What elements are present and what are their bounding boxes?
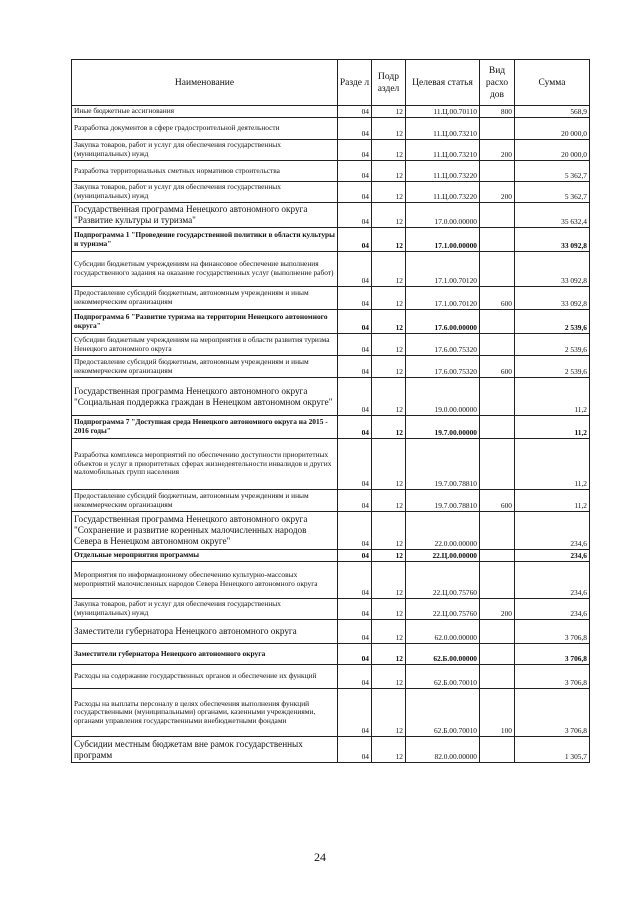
row-subsection: 12: [372, 620, 406, 644]
row-name: Закупка товаров, работ и услуг для обеспечения государственных (муниципальных) нужд: [72, 599, 338, 620]
row-sum: 1 305,7: [515, 737, 590, 763]
row-name: Расходы на выплаты персоналу в целях обеспечения выполнения функций государственными (муниципальными) органами, казенными учреждениями, органами управления государственными внебюджетными фондами: [72, 689, 338, 737]
row-target: 19.7.00.78810: [406, 439, 480, 490]
table-row: [72, 620, 590, 644]
table-row: [72, 737, 590, 763]
row-type: [480, 252, 515, 287]
row-target: 22.0.00.00000: [406, 512, 480, 550]
row-target: 17.1.00.70120: [406, 287, 480, 310]
table-row: [72, 665, 590, 689]
row-target: 22.Ц.00.75760: [406, 562, 480, 599]
table-row: [72, 182, 590, 203]
table-row: [72, 439, 590, 490]
row-name: Закупка товаров, работ и услуг для обеспечения государственных (муниципальных) нужд: [72, 140, 338, 161]
row-target: 82.0.00.00000: [406, 737, 480, 763]
row-type: [480, 665, 515, 689]
row-subsection: 12: [372, 512, 406, 550]
row-type: [480, 562, 515, 599]
row-sum: 3 706,8: [515, 689, 590, 737]
row-subsection: 12: [372, 161, 406, 182]
row-section: 04: [338, 620, 372, 644]
row-target: 17.0.00.00000: [406, 203, 480, 228]
row-sum: 33 092,8: [515, 287, 590, 310]
row-subsection: 12: [372, 182, 406, 203]
row-sum: 3 706,8: [515, 644, 590, 665]
header-type: Вид расхо дов: [480, 60, 515, 106]
row-sum: 234,6: [515, 599, 590, 620]
row-section: 04: [338, 228, 372, 252]
row-sum: 3 706,8: [515, 620, 590, 644]
table-row: [72, 334, 590, 356]
row-target: 19.0.00.00000: [406, 378, 480, 416]
row-name: Разработка документов в сфере градостроительной деятельности: [72, 118, 338, 140]
row-section: 04: [338, 689, 372, 737]
table-body: [72, 106, 590, 763]
row-section: 04: [338, 356, 372, 378]
row-subsection: 12: [372, 490, 406, 512]
row-type: [480, 310, 515, 334]
row-section: 04: [338, 287, 372, 310]
row-section: 04: [338, 161, 372, 182]
table-row: [72, 550, 590, 562]
row-section: 04: [338, 378, 372, 416]
table-row: [72, 689, 590, 737]
row-subsection: 12: [372, 140, 406, 161]
row-sum: 234,6: [515, 562, 590, 599]
row-sum: 20 000,0: [515, 140, 590, 161]
row-target: 11.Ц.00.70110: [406, 106, 480, 118]
row-name: Субсидии местным бюджетам вне рамок государственных программ: [72, 737, 338, 763]
row-sum: 11,2: [515, 439, 590, 490]
row-section: 04: [338, 644, 372, 665]
row-subsection: 12: [372, 737, 406, 763]
row-name: Предоставление субсидий бюджетным, автономным учреждениям и иным некоммерческим организациям: [72, 490, 338, 512]
row-subsection: 12: [372, 416, 406, 439]
row-target: 11.Ц.00.73210: [406, 118, 480, 140]
table-row: [72, 118, 590, 140]
row-name: Предоставление субсидий бюджетным, автономным учреждениям и иным некоммерческим организациям: [72, 287, 338, 310]
row-name: Подпрограмма 6 "Развитие туризма на территории Ненецкого автономного округа": [72, 310, 338, 334]
row-type: 800: [480, 106, 515, 118]
row-type: [480, 512, 515, 550]
row-sum: 5 362,7: [515, 182, 590, 203]
row-name: Государственная программа Ненецкого автономного округа "Социальная поддержка граждан в Ненецком автономном округе": [72, 378, 338, 416]
row-target: 62.Б.00.70010: [406, 689, 480, 737]
table-row: [72, 106, 590, 118]
header-target: Целевая статья: [406, 60, 480, 106]
row-section: 04: [338, 490, 372, 512]
page-number: 24: [314, 850, 326, 864]
row-name: Подпрограмма 1 "Проведение государственной политики в области культуры и туризма": [72, 228, 338, 252]
row-subsection: 12: [372, 644, 406, 665]
row-target: 22.Ц.00.75760: [406, 599, 480, 620]
row-name: Государственная программа Ненецкого автономного округа "Сохранение и развитие коренных малочисленных народов Севера в Ненецком автономном округе": [72, 512, 338, 550]
row-section: 04: [338, 562, 372, 599]
table-row: [72, 252, 590, 287]
row-subsection: 12: [372, 252, 406, 287]
row-type: [480, 203, 515, 228]
row-type: 100: [480, 689, 515, 737]
row-type: 200: [480, 182, 515, 203]
row-section: 04: [338, 310, 372, 334]
table-row: [72, 378, 590, 416]
row-name: Разработка комплекса мероприятий по обеспечению доступности приоритетных объектов и услуг в приоритетных сферах жизнедеятельности инвалидов и других маломобильных групп населения: [72, 439, 338, 490]
table-header-row: [72, 60, 590, 106]
row-target: 62.0.00.00000: [406, 620, 480, 644]
table-row: [72, 416, 590, 439]
header-name: Наименование: [72, 60, 338, 106]
row-type: 600: [480, 490, 515, 512]
row-section: 04: [338, 106, 372, 118]
row-type: [480, 334, 515, 356]
row-target: 19.7.00.78810: [406, 490, 480, 512]
row-type: 200: [480, 140, 515, 161]
row-subsection: 12: [372, 439, 406, 490]
row-target: 11.Ц.00.73220: [406, 161, 480, 182]
row-name: Подпрограмма 7 "Доступная среда Ненецкого автономного округа на 2015 - 2016 годы": [72, 416, 338, 439]
header-subsection: Подр аздел: [372, 60, 406, 106]
row-target: 17.1.00.70120: [406, 252, 480, 287]
row-name: Расходы на содержание государственных органов и обеспечение их функций: [72, 665, 338, 689]
row-sum: 11,2: [515, 490, 590, 512]
row-sum: 568,9: [515, 106, 590, 118]
row-type: [480, 550, 515, 562]
row-section: 04: [338, 334, 372, 356]
row-sum: 33 092,8: [515, 252, 590, 287]
row-section: 04: [338, 599, 372, 620]
row-name: Субсидии бюджетным учреждениям на мероприятия в области развития туризма Ненецкого автономного округа: [72, 334, 338, 356]
row-type: [480, 161, 515, 182]
row-sum: 35 632,4: [515, 203, 590, 228]
header-sum: Сумма: [515, 60, 590, 106]
row-target: 17.1.00.00000: [406, 228, 480, 252]
row-type: 600: [480, 356, 515, 378]
row-subsection: 12: [372, 378, 406, 416]
row-subsection: 12: [372, 599, 406, 620]
row-sum: 2 539,6: [515, 334, 590, 356]
row-section: 04: [338, 140, 372, 161]
row-type: [480, 378, 515, 416]
row-target: 11.Ц.00.73210: [406, 140, 480, 161]
row-subsection: 12: [372, 550, 406, 562]
row-target: 62.Б.00.00000: [406, 644, 480, 665]
row-type: 200: [480, 599, 515, 620]
row-sum: 5 362,7: [515, 161, 590, 182]
row-section: 04: [338, 550, 372, 562]
row-sum: 234,6: [515, 550, 590, 562]
row-subsection: 12: [372, 228, 406, 252]
row-name: Предоставление субсидий бюджетным, автономным учреждениям и иным некоммерческим организациям: [72, 356, 338, 378]
row-subsection: 12: [372, 203, 406, 228]
row-subsection: 12: [372, 118, 406, 140]
row-target: 17.6.00.75320: [406, 334, 480, 356]
row-type: [480, 620, 515, 644]
table-row: [72, 562, 590, 599]
row-sum: 11,2: [515, 416, 590, 439]
row-name: Отдельные мероприятия программы: [72, 550, 338, 562]
table-row: [72, 310, 590, 334]
row-name: Государственная программа Ненецкого автономного округа "Развитие культуры и туризма": [72, 203, 338, 228]
row-subsection: 12: [372, 689, 406, 737]
table-row: [72, 287, 590, 310]
table-row: [72, 644, 590, 665]
row-sum: 234,6: [515, 512, 590, 550]
budget-table: [71, 59, 590, 763]
row-section: 04: [338, 203, 372, 228]
row-section: 04: [338, 439, 372, 490]
row-subsection: 12: [372, 310, 406, 334]
row-type: [480, 118, 515, 140]
row-section: 04: [338, 252, 372, 287]
row-subsection: 12: [372, 287, 406, 310]
row-target: 17.6.00.75320: [406, 356, 480, 378]
row-target: 62.Б.00.70010: [406, 665, 480, 689]
row-name: Иные бюджетные ассигнования: [72, 106, 338, 118]
row-name: Заместители губернатора Ненецкого автономного округа: [72, 620, 338, 644]
table-row: [72, 140, 590, 161]
row-subsection: 12: [372, 334, 406, 356]
table-row: [72, 512, 590, 550]
row-sum: 11,2: [515, 378, 590, 416]
header-section: Разде л: [338, 60, 372, 106]
table-row: [72, 599, 590, 620]
row-subsection: 12: [372, 106, 406, 118]
row-name: Субсидии бюджетным учреждениям на финансовое обеспечение выполнения государственного задания на оказание государственных услуг (выполнение работ): [72, 252, 338, 287]
row-name: Закупка товаров, работ и услуг для обеспечения государственных (муниципальных) нужд: [72, 182, 338, 203]
row-section: 04: [338, 665, 372, 689]
row-subsection: 12: [372, 562, 406, 599]
row-sum: 33 092,8: [515, 228, 590, 252]
row-target: 17.6.00.00000: [406, 310, 480, 334]
row-type: [480, 439, 515, 490]
table-row: [72, 228, 590, 252]
row-type: [480, 644, 515, 665]
row-section: 04: [338, 512, 372, 550]
row-section: 04: [338, 118, 372, 140]
row-target: 22.Ц.00.00000: [406, 550, 480, 562]
row-sum: 3 706,8: [515, 665, 590, 689]
row-sum: 20 000,0: [515, 118, 590, 140]
row-subsection: 12: [372, 665, 406, 689]
row-section: 04: [338, 416, 372, 439]
row-sum: 2 539,6: [515, 310, 590, 334]
row-subsection: 12: [372, 356, 406, 378]
row-type: 600: [480, 287, 515, 310]
row-type: [480, 228, 515, 252]
table-row: [72, 161, 590, 182]
row-type: [480, 737, 515, 763]
table-row: [72, 490, 590, 512]
row-name: Разработка территориальных сметных нормативов строительства: [72, 161, 338, 182]
row-type: [480, 416, 515, 439]
row-sum: 2 539,6: [515, 356, 590, 378]
row-name: Заместители губернатора Ненецкого автономного округа: [72, 644, 338, 665]
table-row: [72, 203, 590, 228]
row-target: 11.Ц.00.73220: [406, 182, 480, 203]
row-target: 19.7.00.00000: [406, 416, 480, 439]
row-name: Мероприятия по информационному обеспечению культурно-массовых мероприятий малочисленных народов Севера Ненецкого автономного округа: [72, 562, 338, 599]
row-section: 04: [338, 737, 372, 763]
row-section: 04: [338, 182, 372, 203]
table-row: [72, 356, 590, 378]
